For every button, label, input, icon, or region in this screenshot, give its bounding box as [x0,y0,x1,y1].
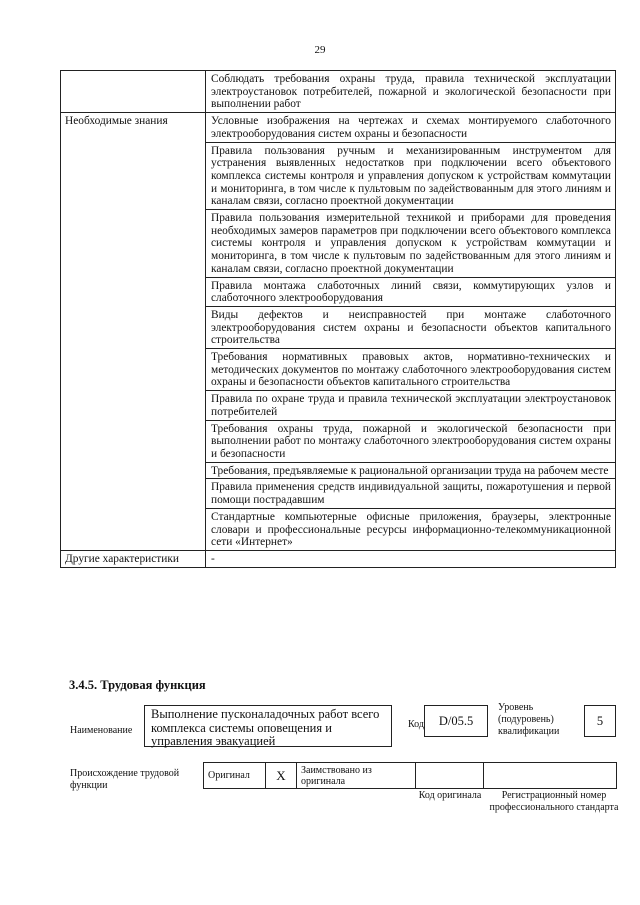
row-content: Условные изображения на чертежах и схемах монтируемого слаботочного электрооборудования систем охраны и безопасности [206,113,616,142]
section-heading: 3.4.5. Трудовая функция [69,678,206,692]
code-original-label: Код оригинала [418,790,482,801]
reg-number-cell [484,763,617,789]
table-row [61,550,616,567]
requirements-table [60,70,616,568]
origin-table [203,762,617,789]
row-content: Правила монтажа слаботочных линий связи, коммутирующих узлов и слаботочного электрооборудования [206,277,616,306]
row-content: Правила применения средств индивидуальной защиты, пожаротушения и первой помощи пострадавшим [206,479,616,508]
qualification-level-box: 5 [584,705,616,737]
original-mark: X [266,763,297,789]
row-label [61,71,206,113]
function-code-box: D/05.5 [424,705,488,737]
row-content: Требования охраны труда, пожарной и экологической безопасности при выполнении работ по монтажу слаботочного электрооборудования систем охраны и безопасности [206,420,616,462]
code-label: Код [408,719,424,730]
row-content: Правила по охране труда и правила технической эксплуатации электроустановок потребителей [206,391,616,420]
row-content: Соблюдать требования охраны труда, правила технической эксплуатации электроустановок потребителей, пожарной и экологической безопасности при выполнении работ [206,71,616,113]
function-name-box: Выполнение пусконаладочных работ всего комплекса системы оповещения и управления эвакуацией [144,705,392,747]
borrowed-label: Заимствовано из оригинала [297,763,416,789]
row-content: Стандартные компьютерные офисные приложения, браузеры, электронные словари и профессиональные ресурсы информационно-телекоммуникационной сети «Интернет» [206,508,616,550]
reg-number-label: Регистрационный номер профессионального стандарта [489,790,619,813]
page-number: 29 [314,44,326,56]
origin-label: Происхождение трудовой функции [70,768,180,791]
row-content: Требования, предъявляемые к рациональной организации труда на рабочем месте [206,462,616,479]
row-label: Другие характеристики [61,550,206,567]
row-label: Необходимые знания [61,113,206,551]
row-content: Виды дефектов и неисправностей при монтаже слаботочного электрооборудования систем охраны и безопасности объектов капитального строительства [206,306,616,348]
table-row [61,113,616,142]
code-original-cell [416,763,484,789]
table-row [61,71,616,113]
row-content: Правила пользования измерительной техникой и приборами для проведения необходимых замеров параметров при подключении всего объектового комплекса системы контроля и управления допуском к устройствам коммутации и мониторинга, в том числе к пультовым по задействованным для этого линиям и каналам связи, согласно проектной документации [206,210,616,278]
row-content: Правила пользования ручным и механизированным инструментом для устранения выявленных недостатков при подключении всего объектового комплекса системы контроля и управления допуском к устройствам коммутации и мониторинга, в том числе к пультовым по задействованным для этого линиям и каналам связи, согласно проектной документации [206,142,616,210]
row-content: Требования нормативных правовых актов, нормативно-технических и методических документов по монтажу слаботочного электрооборудования систем охраны и безопасности объектов капитального строительства [206,349,616,391]
original-label: Оригинал [204,763,266,789]
name-label: Наименование [70,725,133,736]
row-content: - [206,550,616,567]
qualification-level-label: Уровень (подуровень) квалификации [498,702,560,737]
